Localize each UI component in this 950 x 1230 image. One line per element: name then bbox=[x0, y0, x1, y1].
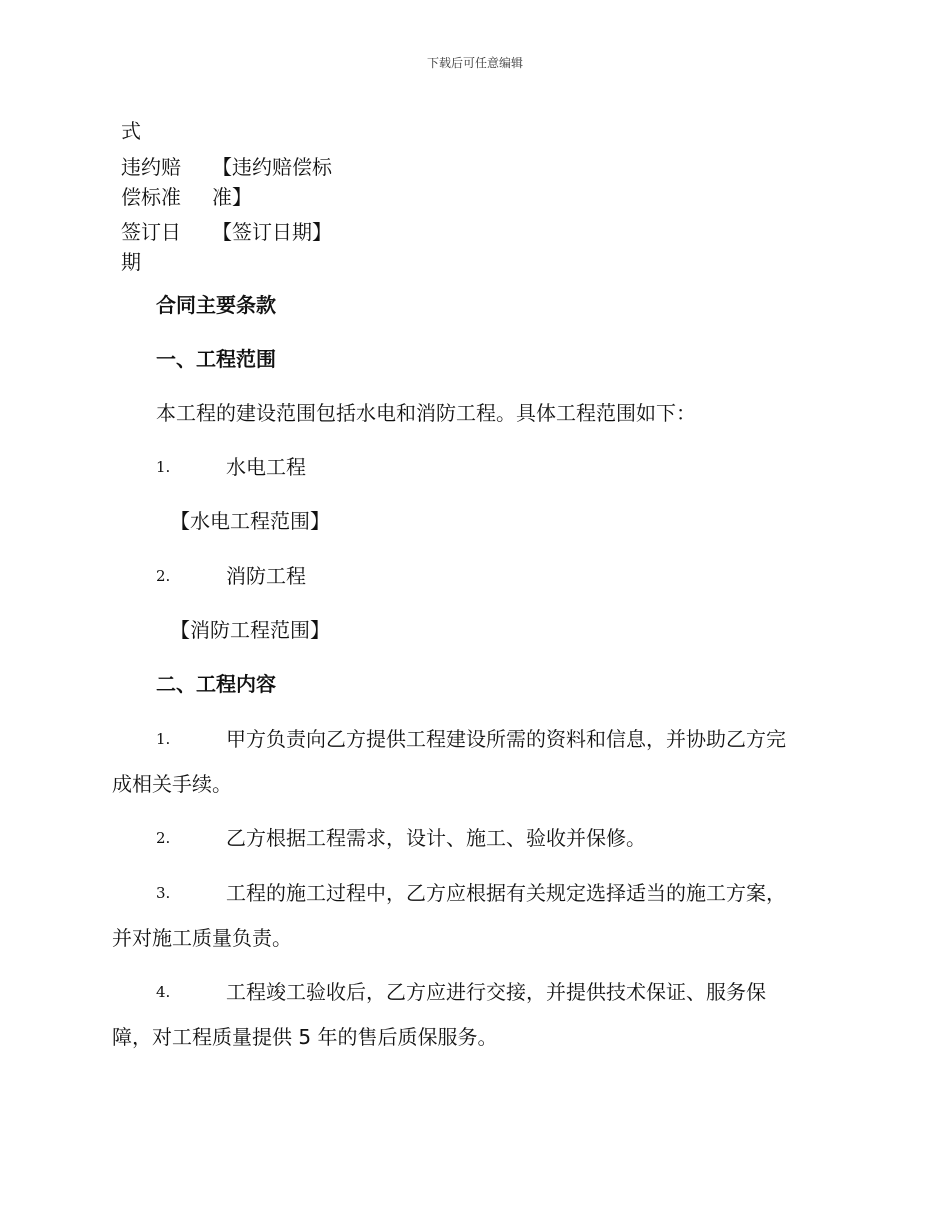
list-item-number: 1. bbox=[156, 730, 171, 748]
list-item-continuation: 障，对工程质量提供 5 年的售后质保服务。 bbox=[112, 1025, 498, 1049]
table-cell-value: 【违约赔偿标准】 bbox=[212, 155, 332, 209]
placeholder-water-electric-scope: 【水电工程范围】 bbox=[170, 509, 330, 533]
section2-heading: 二、工程内容 bbox=[156, 672, 276, 696]
section1-intro: 本工程的建设范围包括水电和消防工程。具体工程范围如下： bbox=[156, 401, 696, 425]
placeholder-fire-scope: 【消防工程范围】 bbox=[170, 618, 330, 642]
list-item-number: 4. bbox=[156, 983, 171, 1001]
table-cell-label: 签订日期 bbox=[121, 220, 181, 274]
list-item-title: 水电工程 bbox=[226, 455, 306, 479]
list-item-number: 2. bbox=[156, 567, 171, 585]
table-partial-label: 式 bbox=[121, 119, 141, 143]
list-item-text: 乙方根据工程需求，设计、施工、验收并保修。 bbox=[226, 826, 646, 850]
list-item-number: 1. bbox=[156, 458, 171, 476]
list-item-text: 工程竣工验收后，乙方应进行交接，并提供技术保证、服务保 bbox=[226, 980, 766, 1004]
list-item-text: 工程的施工过程中，乙方应根据有关规定选择适当的施工方案， bbox=[226, 881, 786, 905]
page-header: 下载后可任意编辑 bbox=[426, 56, 523, 70]
list-item-continuation: 并对施工质量负责。 bbox=[112, 926, 292, 950]
main-terms-title: 合同主要条款 bbox=[156, 293, 276, 317]
section1-heading: 一、工程范围 bbox=[156, 347, 276, 371]
table-cell-value: 【签订日期】 bbox=[212, 220, 332, 244]
list-item-text: 甲方负责向乙方提供工程建设所需的资料和信息，并协助乙方完 bbox=[226, 727, 786, 751]
table-cell-label: 违约赔偿标准 bbox=[121, 155, 181, 209]
list-item-continuation: 成相关手续。 bbox=[112, 772, 232, 796]
list-item-number: 3. bbox=[156, 884, 171, 902]
list-item-title: 消防工程 bbox=[226, 564, 306, 588]
list-item-number: 2. bbox=[156, 829, 171, 847]
